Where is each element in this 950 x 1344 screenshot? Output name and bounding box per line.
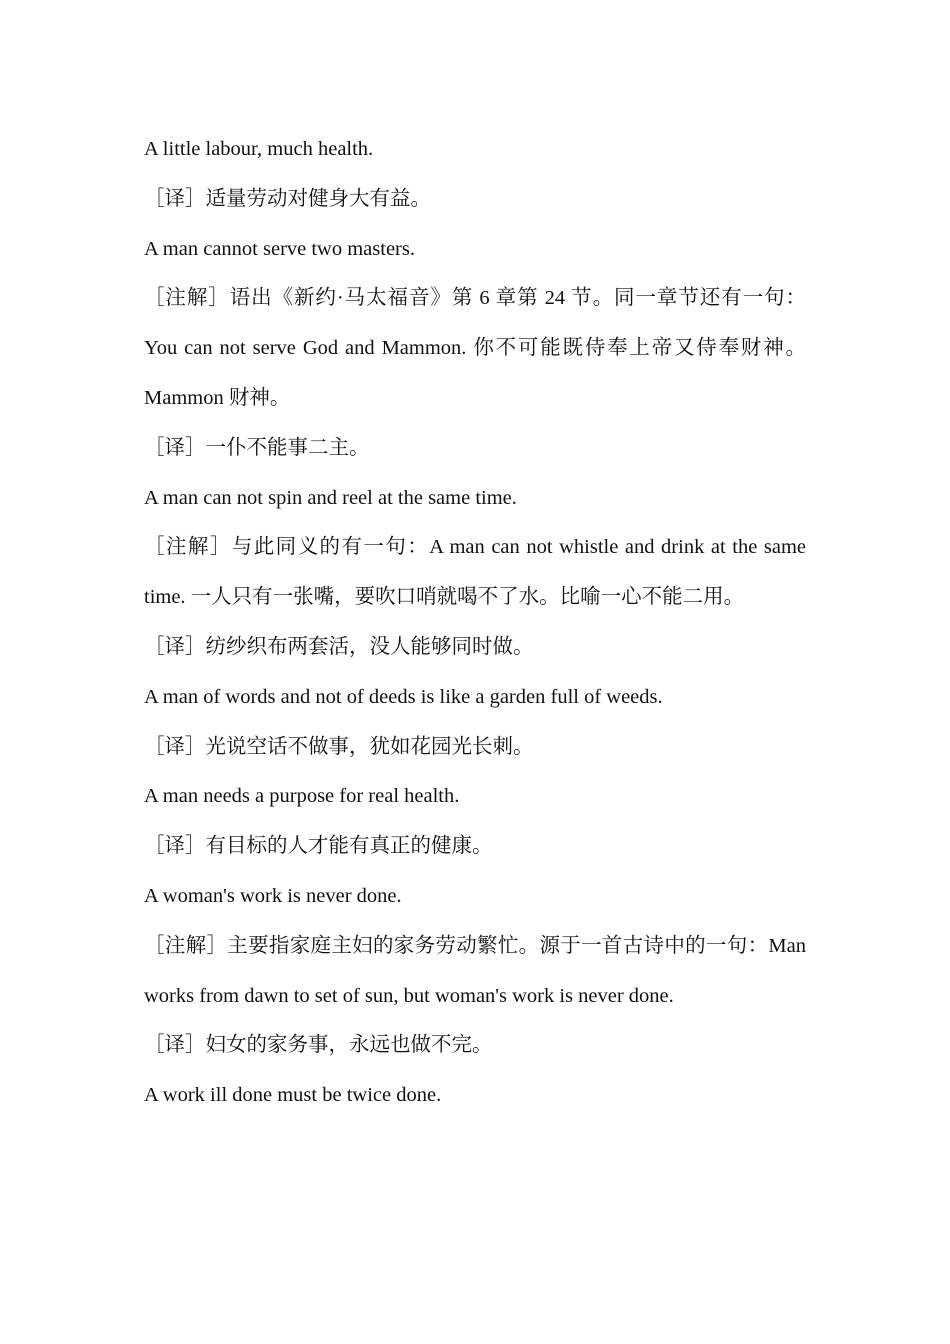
proverb-en: A little labour, much health.	[144, 138, 374, 160]
translation-zh: ［译］有目标的人才能有真正的健康。	[144, 835, 493, 858]
annotation-zh: ［注解］与此同义的有一句：A man can not whistle and drink at the same time. 一人只有一张嘴，要吹口哨就喝不了水。比喻一心不能二用。	[144, 536, 806, 609]
translation-zh: ［译］纺纱织布两套活，没人能够同时做。	[144, 635, 534, 658]
proverb-en: A work ill done must be twice done.	[144, 1084, 442, 1107]
proverb-en: A man of words and not of deeds is like a garden full of weeds.	[144, 685, 663, 708]
translation-zh: ［译］妇女的家务事，永远也做不完。	[144, 1034, 493, 1057]
translation-zh: ［译］一仆不能事二主。	[144, 436, 370, 459]
proverb-en: A man needs a purpose for real health.	[144, 785, 460, 808]
annotation-zh: ［注解］主要指家庭主妇的家务劳动繁忙。源于一首古诗中的一句：Man works from dawn to set of sun, but woman's work is never done.	[144, 934, 806, 1007]
translation-zh: ［译］光说空话不做事，犹如花园光长刺。	[144, 735, 534, 758]
annotation-zh: ［注解］语出《新约·马太福音》第 6 章第 24 节。同一章节还有一句：You can not serve God and Mammon. 你不可能既侍奉上帝又侍奉财神。Mammon 财神。	[144, 287, 806, 409]
translation-zh: ［译］适量劳动对健身大有益。	[144, 187, 431, 210]
proverb-en: A man can not spin and reel at the same time.	[144, 486, 517, 509]
document-body	[144, 125, 806, 1121]
proverb-en: A woman's work is never done.	[144, 884, 402, 907]
proverb-en: A man cannot serve two masters.	[144, 237, 415, 260]
